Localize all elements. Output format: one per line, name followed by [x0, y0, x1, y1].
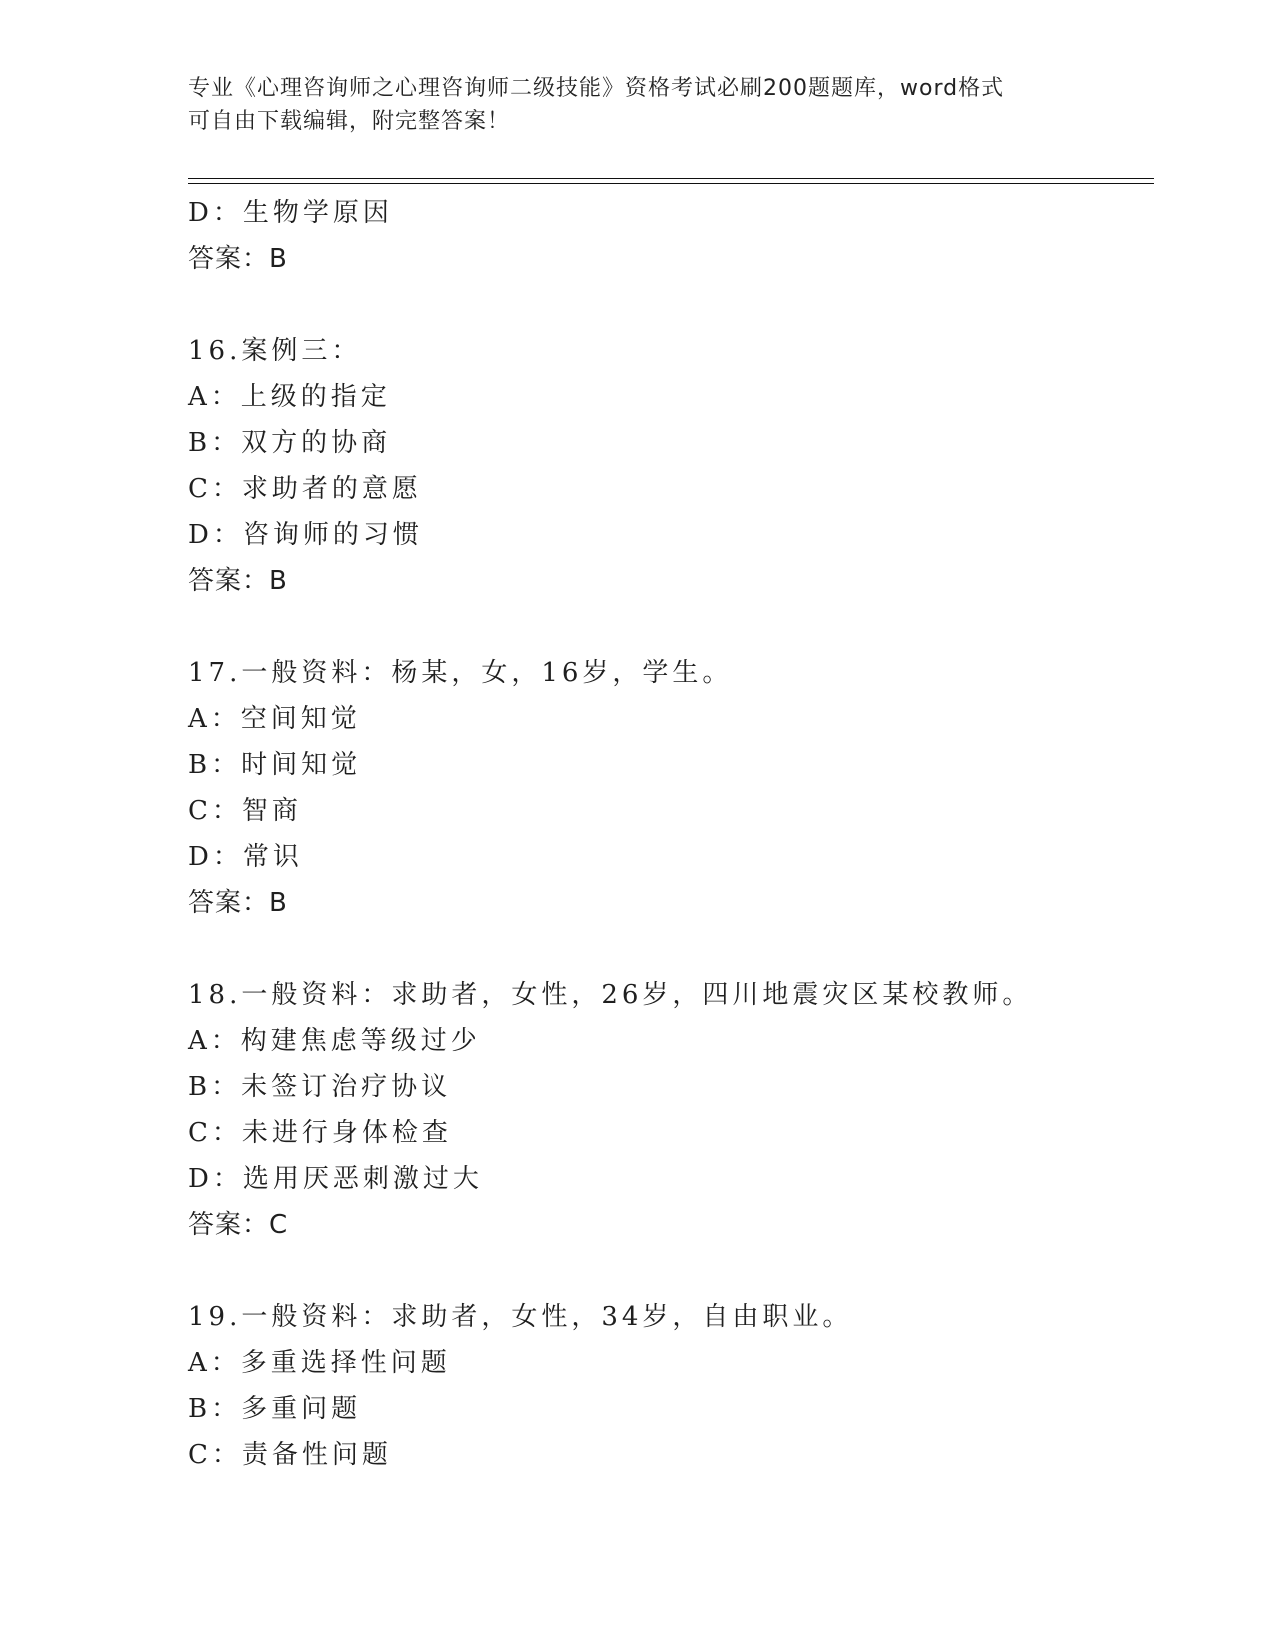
- question-block-19: [188, 1294, 1148, 1478]
- question-stem: 17.一般资料：杨某，女，16岁，学生。: [188, 658, 733, 688]
- option-a: A：上级的指定: [188, 382, 391, 412]
- option-b: B：多重问题: [188, 1394, 362, 1424]
- question-block-16: [188, 328, 1148, 604]
- option-a: A：构建焦虑等级过少: [188, 1026, 481, 1056]
- question-block-15-partial: [188, 190, 1148, 282]
- option-a: A：多重选择性问题: [188, 1348, 451, 1378]
- question-list: [188, 190, 1148, 1478]
- spacer: [188, 926, 1148, 972]
- answer-line: 答案：B: [188, 244, 288, 274]
- option-d: D：生物学原因: [188, 198, 393, 228]
- header-title-line-1: 专业《心理咨询师之心理咨询师二级技能》资格考试必刷200题题库，word格式: [188, 76, 1005, 101]
- header-divider-bottom: [188, 183, 1154, 184]
- option-c: C：求助者的意愿: [188, 474, 422, 504]
- answer-line: 答案：C: [188, 1210, 289, 1240]
- question-block-18: [188, 972, 1148, 1248]
- option-d: D：常识: [188, 842, 303, 872]
- header-title-line-2: 可自由下载编辑，附完整答案！: [188, 109, 511, 134]
- spacer: [188, 604, 1148, 650]
- option-c: C：智商: [188, 796, 302, 826]
- option-b: B：时间知觉: [188, 750, 362, 780]
- option-d: D：咨询师的习惯: [188, 520, 423, 550]
- option-d: D：选用厌恶刺激过大: [188, 1164, 483, 1194]
- option-c: C：未进行身体检查: [188, 1118, 452, 1148]
- answer-line: 答案：B: [188, 888, 288, 918]
- question-stem: 19.一般资料：求助者，女性，34岁，自由职业。: [188, 1302, 853, 1332]
- question-stem: 16.案例三：: [188, 336, 362, 366]
- question-stem: 18.一般资料：求助者，女性，26岁，四川地震灾区某校教师。: [188, 980, 1033, 1010]
- option-b: B：双方的协商: [188, 428, 392, 458]
- option-c: C：责备性问题: [188, 1440, 392, 1470]
- option-a: A：空间知觉: [188, 704, 361, 734]
- header-divider-top: [188, 178, 1154, 179]
- spacer: [188, 282, 1148, 328]
- spacer: [188, 1248, 1148, 1294]
- option-b: B：未签订治疗协议: [188, 1072, 452, 1102]
- question-block-17: [188, 650, 1148, 926]
- answer-line: 答案：B: [188, 566, 288, 596]
- document-header: [188, 72, 1068, 138]
